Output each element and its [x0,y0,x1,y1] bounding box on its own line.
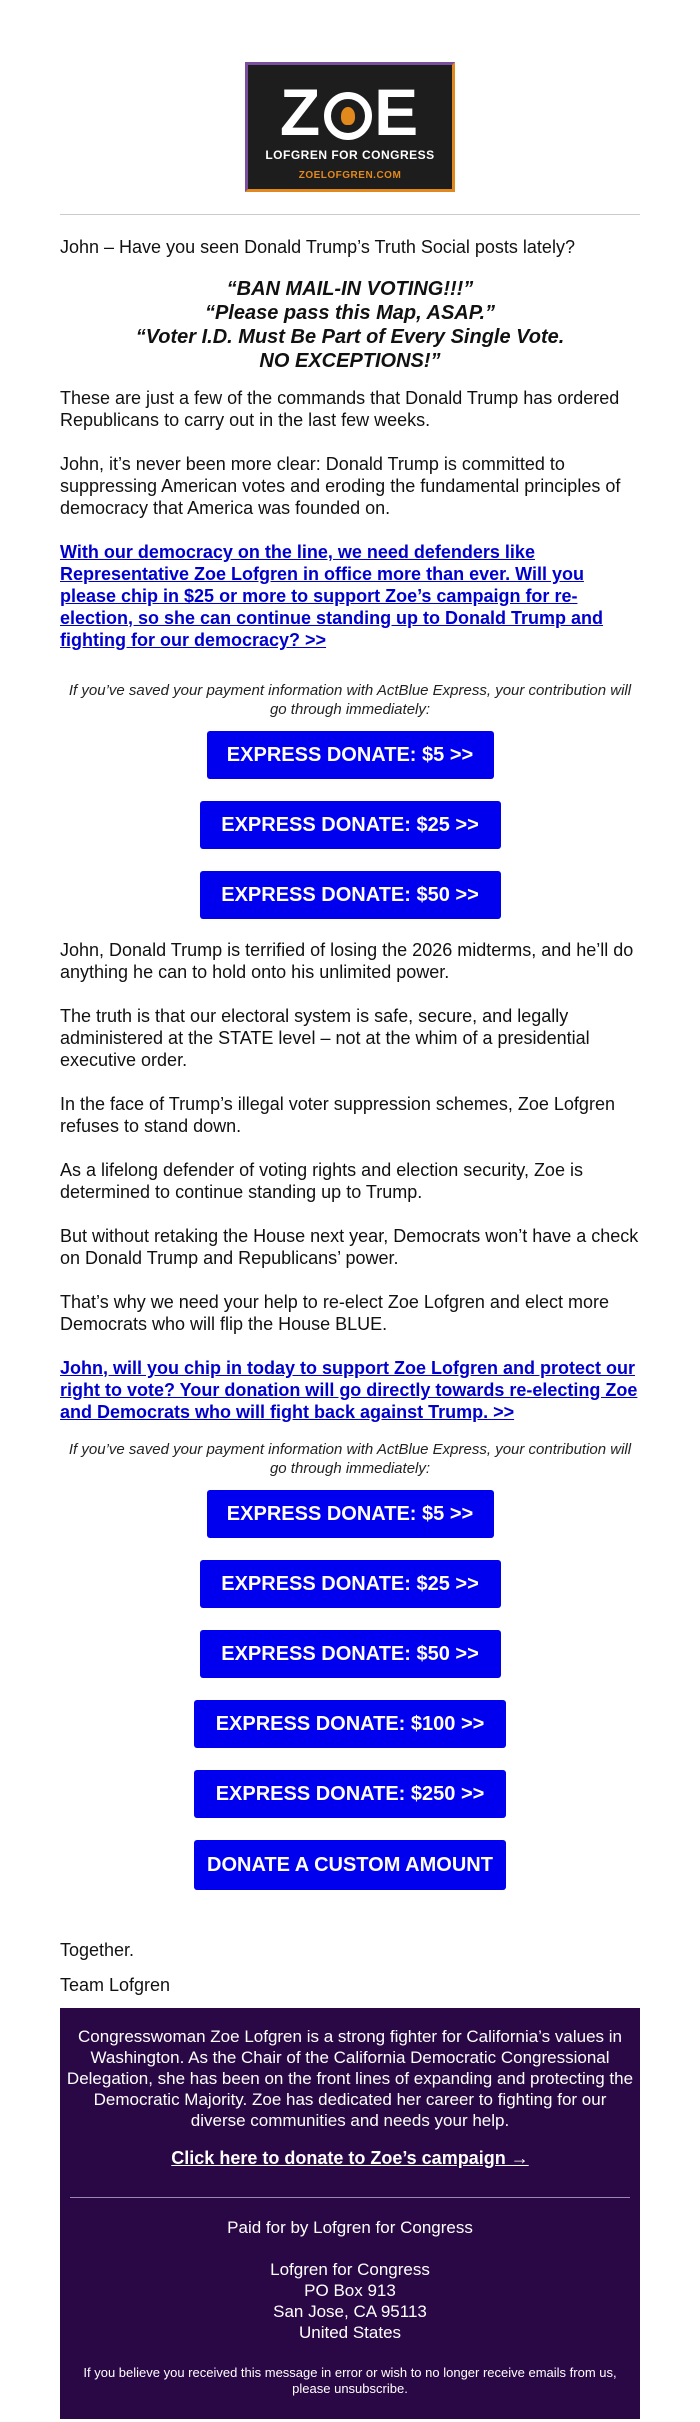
quote-line: NO EXCEPTIONS!” [259,350,441,372]
express-donate-250-button[interactable]: EXPRESS DONATE: $250 >> [194,1770,506,1818]
donate-button-row [60,1490,640,1538]
body-paragraph: The truth is that our electoral system is safe, secure, and legally administered at the STATE level – not at the whim of a presidential executive order. [60,1006,590,1070]
address-line: United States [298,2323,402,2342]
address-line: PO Box 913 [304,2281,396,2300]
campaign-logo[interactable] [245,62,455,192]
donate-custom-amount-button[interactable]: DONATE A CUSTOM AMOUNT >> [194,1840,506,1890]
signoff-signature: Team Lofgren [60,1975,171,1995]
body-paragraph: These are just a few of the commands that Donald Trump has ordered Republicans to carry out in the last few weeks. [60,388,620,430]
donate-button-row [60,1700,640,1748]
express-donate-100-button[interactable]: EXPRESS DONATE: $100 >> [194,1700,506,1748]
donate-button-row [60,801,640,849]
donate-button-row [60,1840,640,1926]
donate-button-row [60,731,640,779]
logo-wordmark: Z E [279,75,421,149]
express-donate-50-button[interactable]: EXPRESS DONATE: $50 >> [200,871,501,919]
lightbulb-icon [324,92,372,140]
header-divider [60,214,640,215]
body-paragraph: That’s why we need your help to re-elect Zoe Lofgren and elect more Democrats who will flip the House BLUE. [60,1292,609,1334]
express-donate-50-button[interactable]: EXPRESS DONATE: $50 >> [200,1630,501,1678]
signoff-line: Together. [60,1940,135,1960]
body-paragraph: But without retaking the House next year, Democrats won’t have a check on Donald Trump and Republicans’ power. [60,1226,639,1268]
trump-quotes [60,277,640,373]
body-paragraph: As a lifelong defender of voting rights and election security, Zoe is determined to continue standing up to Trump. [60,1160,583,1202]
paid-for-disclaimer: Paid for by Lofgren for Congress [227,2218,473,2237]
header-logo-area [60,0,640,192]
donate-button-row [60,1560,640,1608]
footer-divider [70,2197,630,2198]
actblue-express-note: If you’ve saved your payment information with ActBlue Express, your contribution will go through immediately: [68,682,632,718]
body-paragraph: In the face of Trump’s illegal voter suppression schemes, Zoe Lofgren refuses to stand down. [60,1094,615,1136]
express-donate-5-button[interactable]: EXPRESS DONATE: $5 >> [207,1490,494,1538]
donate-button-row [60,1770,640,1818]
actblue-express-note: If you’ve saved your payment information with ActBlue Express, your contribution will go through immediately: [68,1441,632,1477]
address-line: Lofgren for Congress [270,2260,430,2279]
address-line: San Jose, CA 95113 [273,2302,427,2321]
express-donate-5-button[interactable]: EXPRESS DONATE: $5 >> [207,731,494,779]
donate-ask-link-1[interactable]: With our democracy on the line, we need defenders like Representative Zoe Lofgren in office more than ever. Will you please chip in $25 or more to support Zoe’s campaign for re-election, so she can continue standing up to Donald Trump and fighting for our democracy? >> [60,542,604,650]
footer-donate-link[interactable]: Click here to donate to Zoe’s campaign → [171,2148,529,2168]
express-donate-25-button[interactable]: EXPRESS DONATE: $25 >> [200,1560,501,1608]
quote-line: “Please pass this Map, ASAP.” [204,302,496,324]
quote-line: “BAN MAIL-IN VOTING!!!” [226,278,474,300]
logo-subtitle: LOFGREN FOR CONGRESS [265,148,435,162]
donate-button-row [60,871,640,919]
logo-url: ZOELOFGREN.COM [298,170,402,181]
body-paragraph: John, it’s never been more clear: Donald Trump is committed to suppressing American votes and eroding the fundamental principles of democracy that America was founded on. [60,454,621,518]
footer-bio: Congresswoman Zoe Lofgren is a strong fighter for California’s values in Washington. As the Chair of the California Democratic Congressional Delegation, she has been on the front lines of expanding and protecting the Democratic Majority. Zoe has dedicated her career to fighting for our diverse communities and needs your help. [66,2027,634,2130]
mailing-address [60,2259,640,2343]
body-paragraph: John, Donald Trump is terrified of losing the 2026 midterms, and he’ll do anything he can to hold onto his unlimited power. [60,940,634,982]
donate-button-row [60,1630,640,1678]
unsubscribe-notice[interactable]: If you believe you received this message in error or wish to no longer receive emails from us, please unsubscribe. [83,2365,617,2396]
footer [60,2008,640,2419]
intro-text: John – Have you seen Donald Trump’s Truth Social posts lately? [60,237,575,257]
donate-ask-link-2[interactable]: John, will you chip in today to support Zoe Lofgren and protect our right to vote? Your donation will go directly towards re-electing Zoe and Democrats who will fight back against Trump. >> [60,1358,638,1422]
express-donate-25-button[interactable]: EXPRESS DONATE: $25 >> [200,801,501,849]
quote-line: “Voter I.D. Must Be Part of Every Single Vote. [135,326,565,348]
